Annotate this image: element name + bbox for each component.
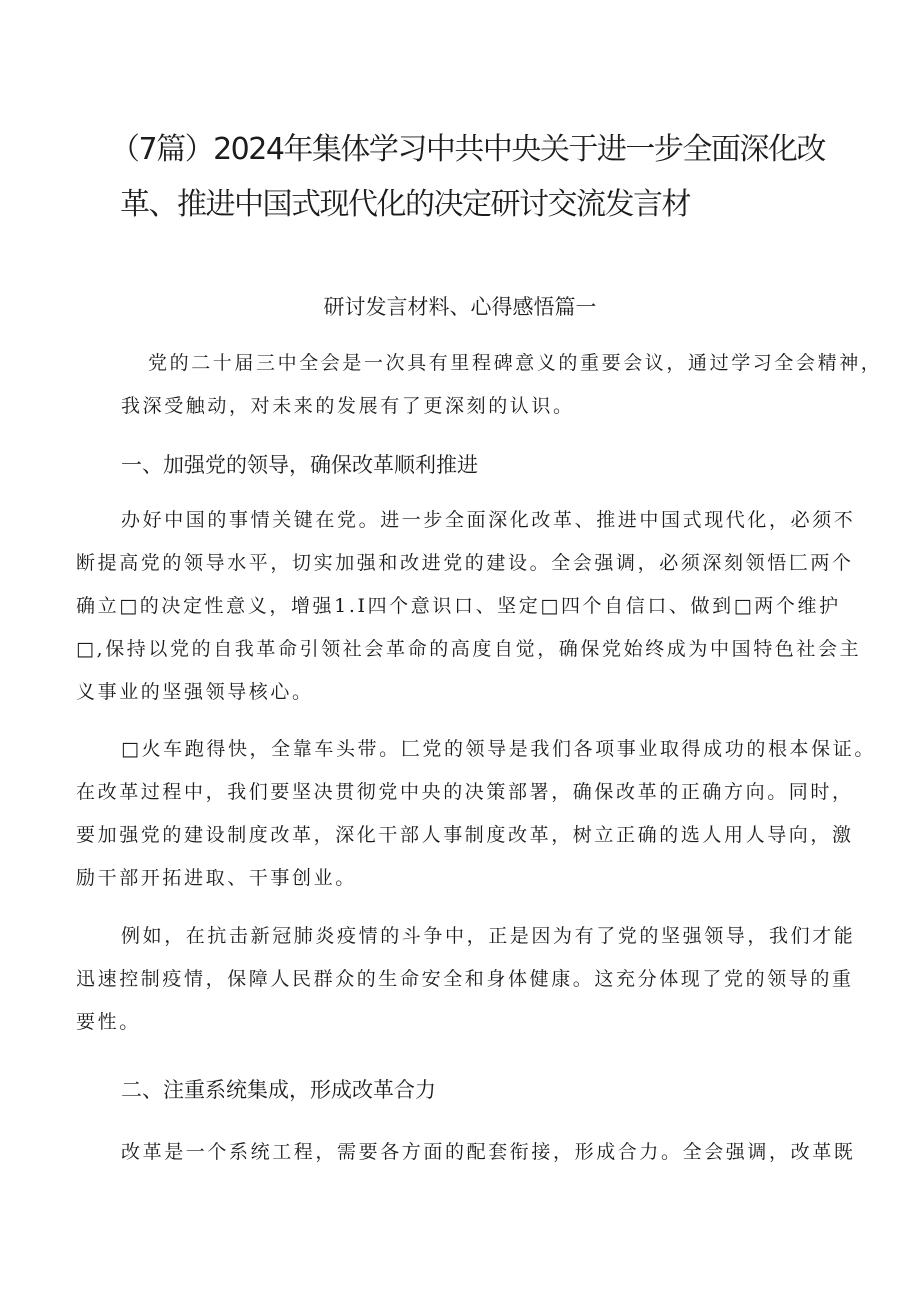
intro-line-2: 我深受触动，对未来的发展有了更深刻的认识。 (121, 395, 575, 417)
s1-p2-line-2: 在改革过程中，我们要坚决贯彻党中央的决策部署，确保改革的正确方向。同时， (76, 781, 854, 803)
s1-p1-line-2: 断提高党的领导水平，切实加强和改进党的建设。全会强调，必须深刻领悟匚两个 (76, 552, 854, 574)
s1-p3-line-1: 例如，在抗击新冠肺炎疫情的斗争中，正是因为有了党的坚强领导，我们才能 (121, 925, 856, 947)
document-title (110, 122, 870, 232)
s1-p3-line-2: 迅速控制疫情，保障人民群众的生命安全和身体健康。这充分体现了党的领导的重 (76, 968, 854, 990)
s2-p1-line-1: 改革是一个系统工程，需要各方面的配套衔接，形成合力。全会强调，改革既 (121, 1141, 856, 1163)
s1-p2-line-1: □火车跑得快，全靠车头带。匚党的领导是我们各项事业取得成功的根本保证。 (121, 738, 876, 760)
document-subtitle: 研讨发言材料、心得感悟篇一 (323, 295, 597, 319)
s1-p1-line-1: 办好中国的事情关键在党。进一步全面深化改革、推进中国式现代化，必须不 (121, 509, 856, 531)
document-title-line-1: （7篇）2024年集体学习中共中央关于进一步全面深化改 (110, 132, 825, 167)
section-1-heading: 一、加强党的领导，确保改革顺利推进 (121, 453, 478, 477)
s1-p1-line-5: 义事业的坚强领导核心。 (76, 681, 314, 703)
s1-p3-line-3: 要性。 (76, 1011, 141, 1033)
section-2-heading: 二、注重系统集成，形成改革合力 (121, 1078, 436, 1102)
intro-line-1: 党的二十届三中全会是一次具有里程碑意义的重要会议，通过学习全会精神， (148, 352, 883, 374)
document-title-line-2: 革、推进中国式现代化的决定研讨交流发言材 (120, 187, 690, 222)
s1-p2-line-4: 励干部开拓进取、干事创业。 (76, 867, 357, 889)
s1-p2-line-3: 要加强党的建设制度改革，深化干部人事制度改革，树立正确的选人用人导向，激 (76, 824, 854, 846)
s1-p1-line-3: 确立□的决定性意义，增强1.I四个意识口、坚定□四个自信口、做到□两个维护 (76, 595, 841, 617)
s1-p1-line-4: □,保持以党的自我革命引领社会革命的高度自觉，确保党始终成为中国特色社会主 (76, 638, 862, 660)
